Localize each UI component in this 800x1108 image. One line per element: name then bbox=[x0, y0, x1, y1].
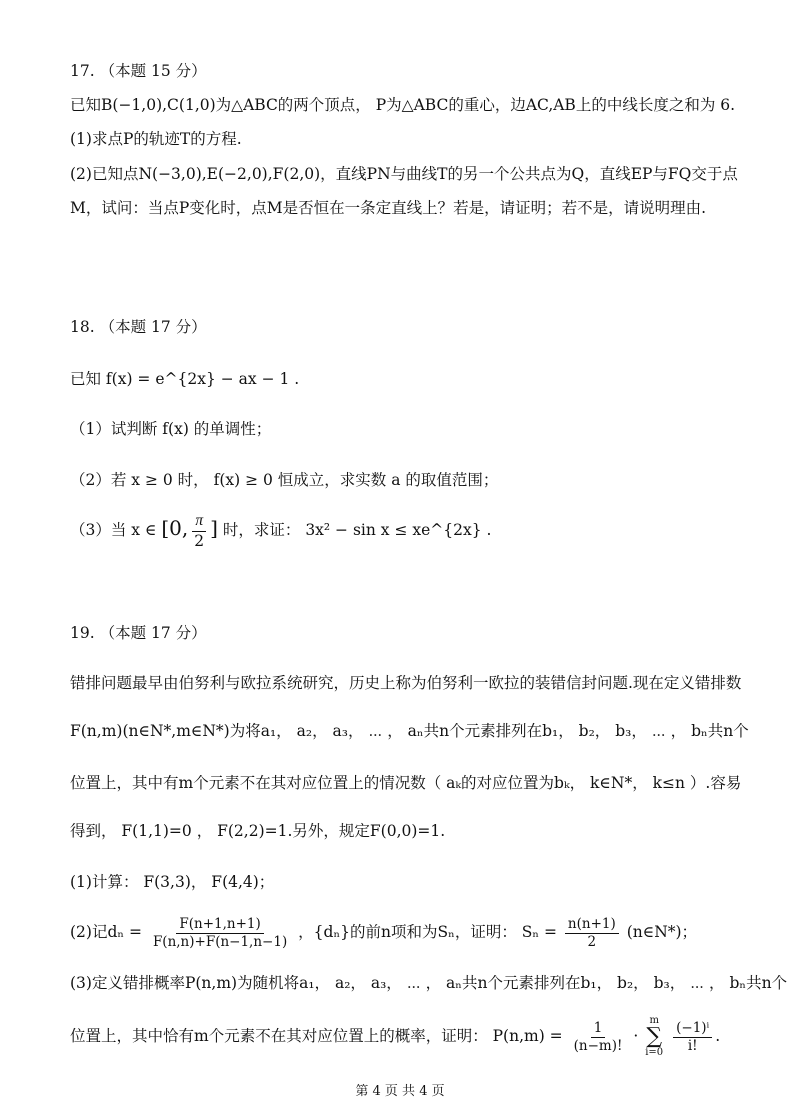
q19-prob-dot: · bbox=[633, 1027, 639, 1045]
q19-part3-prefix: 位置上，其中恰有m个元素不在其对应位置上的概率，证明： P(n,m) = bbox=[70, 1027, 563, 1045]
q18-part1: （1）试判断 f(x) 的单调性； bbox=[70, 420, 272, 438]
q17-part2-line1: (2)已知点N(−3,0),E(−2,0),F(2,0)，直线PN与曲线T的另一个公共点为Q，直线EP与FQ交于点 bbox=[70, 165, 738, 183]
q19-sn-denominator: 2 bbox=[587, 933, 597, 950]
q19-summation bbox=[645, 1016, 663, 1058]
q19-intro-line3: 位置上，其中有m个元素不在其对应位置上的情况数（ aₖ的对应位置为bₖ， k∈N*， k≤n ）.容易 bbox=[70, 774, 742, 792]
q19-sn-numerator: n(n+1) bbox=[565, 917, 619, 933]
q18-interval-open: [0, bbox=[161, 516, 189, 540]
q19-part1: (1)计算： F(3,3)， F(4,4)； bbox=[70, 873, 275, 891]
q19-intro-line2: F(n,m)(n∈N*,m∈N*)为将a₁， a₂， a₃， ⋯ ， aₙ共n个元素排列在b₁， b₂， b₃， ⋯ ， bₙ共n个 bbox=[70, 722, 749, 740]
q19-prob-denominator-2: i! bbox=[687, 1037, 698, 1054]
q19-sn-fraction bbox=[565, 917, 619, 948]
page-footer: 第 4 页 共 4 页 bbox=[355, 1084, 445, 1099]
q17-given: 已知B(−1,0),C(1,0)为△ABC的两个顶点， P为△ABC的重心，边AC,AB上的中线长度之和为 6. bbox=[70, 96, 736, 114]
q18-pi-over-2 bbox=[191, 513, 207, 549]
q18-part3 bbox=[70, 508, 491, 550]
q19-prob-numerator-2: (−1)ⁱ bbox=[673, 1021, 712, 1037]
q19-prob-end: . bbox=[715, 1027, 721, 1045]
q19-header: 19. （本题 17 分） bbox=[70, 624, 207, 642]
q18-part2: （2）若 x ≥ 0 时， f(x) ≥ 0 恒成立，求实数 a 的取值范围； bbox=[70, 471, 499, 489]
q19-dn-denominator: F(n,n)+F(n−1,n−1) bbox=[152, 933, 288, 950]
q17-header: 17. （本题 15 分） bbox=[70, 62, 207, 80]
q18-pi: π bbox=[192, 513, 206, 531]
q19-intro-line1: 错排问题最早由伯努利与欧拉系统研究，历史上称为伯努利一欧拉的装错信封问题.现在定义错排数 bbox=[70, 674, 742, 692]
q18-interval-close: ] bbox=[210, 516, 218, 540]
q19-part2 bbox=[70, 910, 697, 954]
q19-sum-sign: ∑ bbox=[646, 1024, 663, 1049]
q18-header: 18. （本题 17 分） bbox=[70, 318, 207, 336]
q19-part2-prefix: (2)记dₙ = bbox=[70, 923, 142, 941]
q19-dn-numerator: F(n+1,n+1) bbox=[176, 917, 263, 933]
q18-part3-prefix: （3）当 x ∈ bbox=[70, 521, 157, 539]
q18-part3-suffix: 时，求证： 3x² − sin x ≤ xe^{2x} . bbox=[222, 521, 492, 539]
q17-part2-line2: M，试问：当点P变化时，点M是否恒在一条定直线上？若是，请证明；若不是，请说明理由. bbox=[70, 199, 707, 217]
q19-part3-line2 bbox=[70, 1012, 720, 1060]
q17-part1: (1)求点P的轨迹T的方程. bbox=[70, 130, 242, 148]
q18-given: 已知 f(x) = e^{2x} − ax − 1 . bbox=[70, 370, 300, 388]
q18-two: 2 bbox=[194, 531, 205, 550]
q19-part2-mid: ，{dₙ}的前n项和为Sₙ，证明： Sₙ = bbox=[298, 923, 557, 941]
q19-prob-numerator-1: 1 bbox=[591, 1021, 606, 1037]
q19-prob-fraction-2 bbox=[673, 1021, 712, 1052]
q19-prob-denominator-1: (n−m)! bbox=[573, 1037, 623, 1054]
q19-part2-suffix: (n∈N*)； bbox=[626, 923, 698, 941]
q19-intro-line4: 得到， F(1,1)=0 ， F(2,2)=1.另外，规定F(0,0)=1. bbox=[70, 822, 446, 840]
q19-part3-line1: (3)定义错排概率P(n,m)为随机将a₁， a₂， a₃， ⋯ ， aₙ共n个元素排列在b₁， b₂， b₃， ⋯ ， bₙ共n个 bbox=[70, 974, 788, 992]
q19-prob-fraction-1 bbox=[571, 1021, 626, 1052]
q19-sum-lower: i=0 bbox=[645, 1047, 664, 1058]
q19-dn-fraction bbox=[150, 917, 290, 948]
q19-sum-upper: m bbox=[649, 1015, 659, 1026]
